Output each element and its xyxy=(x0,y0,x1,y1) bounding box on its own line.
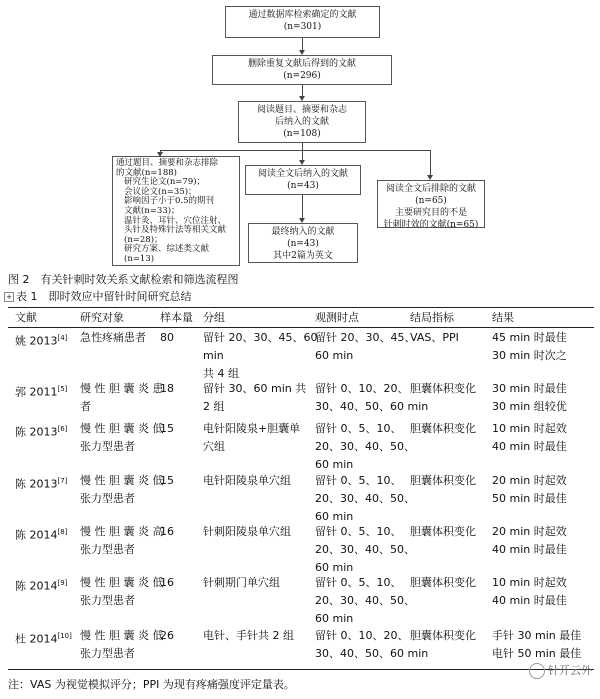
flow-box-final-included: 最终纳入的文献 (n=43) 其中2篇为英文 xyxy=(248,223,358,263)
cell-result: 10 min 时起效 xyxy=(492,422,567,435)
cell-result: 手针 30 min 最佳 xyxy=(492,629,582,642)
cell-outcome: 胆囊体积变化 xyxy=(410,576,476,589)
flow-box-excluded-title: 通过题目、摘要和杂志排除 的文献(n=188) 研究生论文(n=79)； 会议论文(n=35)； 影响因子小于0.5的期刊 文献(n=33)； 温针灸、耳针、穴位注射、 头针及特殊针法等相关文献 (n=28)； 研究方案、综述类文献 (n=13) xyxy=(112,156,240,266)
cell-subject: 慢 性 胆 囊 炎 低 xyxy=(80,474,164,487)
cell-group: 留针 20、30、45、60 xyxy=(203,331,318,344)
cell-time: 留针 0、10、20、 xyxy=(315,629,409,642)
flow-box-title-screened: 阅读题目、摘要和杂志 后纳入的文献 (n=108) xyxy=(238,101,366,143)
cell-sample-size: 15 xyxy=(160,474,174,487)
cell-sample-size: 16 xyxy=(160,576,174,589)
cell-outcome: 胆囊体积变化 xyxy=(410,525,476,538)
cell-time: 20、30、40、50、 xyxy=(315,492,415,505)
cell-result: 40 min 时最佳 xyxy=(492,440,567,453)
cell-subject: 慢 性 胆 囊 炎 低 xyxy=(80,576,164,589)
cell-outcome: VAS、PPI xyxy=(410,331,459,344)
cell-result: 30 min 时次之 xyxy=(492,349,567,362)
cell-group: 电针阳陵泉单穴组 xyxy=(203,474,291,487)
cell-group: 针刺阳陵泉单穴组 xyxy=(203,525,291,538)
cell-time: 60 min xyxy=(315,561,354,574)
cell-subject: 慢 性 胆 囊 炎 低 xyxy=(80,629,164,642)
ref-author-year: 杜 2014 xyxy=(15,632,58,646)
table-anchor-icon[interactable]: + xyxy=(4,292,14,302)
watermark: 针开云外 xyxy=(529,662,592,679)
cell-ref xyxy=(15,523,67,545)
cell-subject: 张力型患者 xyxy=(80,440,135,453)
ref-citation[interactable]: [6] xyxy=(57,425,68,433)
cell-group: min xyxy=(203,349,224,362)
cell-time: 留针 0、5、10、 xyxy=(315,474,402,487)
cell-outcome: 胆囊体积变化 xyxy=(410,382,476,395)
ref-citation[interactable]: [9] xyxy=(57,579,68,587)
cell-subject: 张力型患者 xyxy=(80,543,135,556)
cell-time: 60 min xyxy=(315,612,354,625)
cell-time: 30、40、50、60 min xyxy=(315,400,429,413)
cell-time: 60 min xyxy=(315,510,354,523)
cell-subject: 急性疼痛患者 xyxy=(80,331,146,344)
cell-group: 电针阳陵泉+胆囊单 xyxy=(203,422,301,435)
ref-author-year: 陈 2014 xyxy=(15,528,58,542)
ref-citation[interactable]: [7] xyxy=(57,477,68,485)
cell-ref xyxy=(15,627,72,649)
ref-author-year: 郭 2011 xyxy=(15,385,58,399)
cell-ref xyxy=(15,574,67,596)
cell-group: 穴组 xyxy=(203,440,225,453)
cell-result: 10 min 时起效 xyxy=(492,576,567,589)
cell-subject: 张力型患者 xyxy=(80,594,135,607)
cell-time: 60 min xyxy=(315,349,354,362)
figure-caption: 图 2 有关针刺时效关系文献检索和筛选流程图 xyxy=(8,273,239,286)
flow-box-deduplicated: 删除重复文献后得到的文献 (n=296) xyxy=(212,55,392,85)
cell-group: 留针 30、60 min 共 xyxy=(203,382,307,395)
cell-outcome: 胆囊体积变化 xyxy=(410,474,476,487)
flow-box-retrieved: 通过数据库检索确定的文献 (n=301) xyxy=(225,6,380,38)
ref-author-year: 陈 2013 xyxy=(15,425,58,439)
cell-result: 45 min 时最佳 xyxy=(492,331,567,344)
cell-time: 留针 0、5、10、 xyxy=(315,525,402,538)
cell-sample-size: 26 xyxy=(160,629,174,642)
cell-group: 2 组 xyxy=(203,400,225,413)
cell-time: 留针 0、5、10、 xyxy=(315,576,402,589)
ref-citation[interactable]: [4] xyxy=(57,334,68,342)
cell-ref xyxy=(15,329,67,351)
cell-subject: 者 xyxy=(80,400,91,413)
cell-time: 留针 0、5、10、 xyxy=(315,422,402,435)
flow-box-fulltext-included: 阅读全文后纳入的文献 (n=43) xyxy=(245,165,361,195)
cell-group: 电针、手针共 2 组 xyxy=(203,629,294,642)
cell-group: 针刺期门单穴组 xyxy=(203,576,280,589)
cell-time: 留针 0、10、20、 xyxy=(315,382,409,395)
wechat-logo-icon xyxy=(529,663,545,679)
cell-result: 20 min 时起效 xyxy=(492,474,567,487)
cell-sample-size: 15 xyxy=(160,422,174,435)
cell-result: 40 min 时最佳 xyxy=(492,594,567,607)
ref-citation[interactable]: [8] xyxy=(57,528,68,536)
cell-subject: 张力型患者 xyxy=(80,492,135,505)
ref-author-year: 姚 2013 xyxy=(15,334,58,348)
cell-subject: 张力型患者 xyxy=(80,647,135,660)
cell-result: 40 min 时最佳 xyxy=(492,543,567,556)
cell-outcome: 胆囊体积变化 xyxy=(410,629,476,642)
cell-time: 留针 20、30、45、 xyxy=(315,331,416,344)
cell-ref xyxy=(15,380,67,402)
header-subject: 研究对象 xyxy=(80,311,124,324)
cell-result: 30 min 时最佳 xyxy=(492,382,567,395)
cell-subject: 慢 性 胆 囊 炎 患 xyxy=(80,382,164,395)
flow-box-fulltext-excluded: 阅读全文后排除的文献 (n=65) 主要研究目的不是 针刺时效的文献(n=65) xyxy=(377,180,485,228)
header-time: 观测时点 xyxy=(315,311,359,324)
ref-citation[interactable]: [5] xyxy=(57,385,68,393)
cell-time: 60 min xyxy=(315,458,354,471)
table-note: 注：VAS 为视觉模拟评分；PPI 为现有疼痛强度评定量表。 xyxy=(8,678,295,691)
ref-author-year: 陈 2013 xyxy=(15,477,58,491)
cell-outcome: 胆囊体积变化 xyxy=(410,422,476,435)
cell-result: 50 min 时最佳 xyxy=(492,492,567,505)
header-n: 样本量 xyxy=(160,311,193,324)
header-group: 分组 xyxy=(203,311,225,324)
cell-time: 20、30、40、50、 xyxy=(315,543,415,556)
cell-subject: 慢 性 胆 囊 炎 低 xyxy=(80,422,164,435)
cell-subject: 慢 性 胆 囊 炎 高 xyxy=(80,525,164,538)
cell-result: 电针 50 min 最佳 xyxy=(492,647,582,660)
cell-time: 20、30、40、50、 xyxy=(315,440,415,453)
cell-sample-size: 80 xyxy=(160,331,174,344)
cell-sample-size: 18 xyxy=(160,382,174,395)
header-outcome: 结局指标 xyxy=(410,311,454,324)
ref-author-year: 陈 2014 xyxy=(15,579,58,593)
cell-group: 共 4 组 xyxy=(203,367,239,380)
table-caption: + 表 1 即时效应中留针时间研究总结 xyxy=(4,290,192,304)
cell-time: 20、30、40、50、 xyxy=(315,594,415,607)
ref-citation[interactable]: [10] xyxy=(57,632,72,640)
header-ref: 文献 xyxy=(15,311,37,324)
cell-sample-size: 16 xyxy=(160,525,174,538)
cell-result: 30 min 组较优 xyxy=(492,400,567,413)
cell-ref xyxy=(15,420,67,442)
header-result: 结果 xyxy=(492,311,514,324)
cell-result: 20 min 时起效 xyxy=(492,525,567,538)
cell-time: 30、40、50、60 min xyxy=(315,647,429,660)
cell-ref xyxy=(15,472,67,494)
